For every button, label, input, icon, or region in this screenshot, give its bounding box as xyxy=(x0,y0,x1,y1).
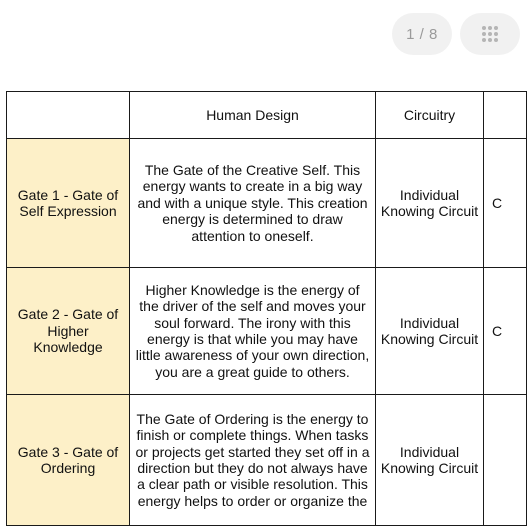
gate-name-cell: Gate 2 - Gate of Higher Knowledge xyxy=(7,268,130,395)
table-row xyxy=(7,268,527,395)
gate-name-cell: Gate 3 - Gate of Ordering xyxy=(7,395,130,526)
gate-name-cell: Gate 1 - Gate of Self Expression xyxy=(7,139,130,268)
circuit-cell: Individual Knowing Circuit xyxy=(376,395,484,526)
extra-cell-text: C xyxy=(492,194,503,211)
extra-cell xyxy=(484,395,527,526)
header-gate xyxy=(7,92,130,139)
header-extra xyxy=(484,92,527,139)
description-cell: Higher Knowledge is the energy of the driver of the self and moves your soul forward. The irony with this energy is that while you may have little awareness of your own direction, you are a great guide to others. xyxy=(130,268,376,395)
human-design-table xyxy=(6,91,527,526)
page-indicator: 1 / 8 xyxy=(392,13,452,55)
grid-dots-icon xyxy=(482,26,498,42)
table-header-row xyxy=(7,92,527,139)
extra-cell xyxy=(484,139,527,268)
header-circuitry: Circuitry xyxy=(376,92,484,139)
table-row xyxy=(7,139,527,268)
description-cell: The Gate of the Creative Self. This energy wants to create in a big way and with a unique style. This creation energy is determined to draw attention to oneself. xyxy=(130,139,376,268)
header-human-design: Human Design xyxy=(130,92,376,139)
grid-menu-button[interactable] xyxy=(460,13,520,55)
circuit-cell: Individual Knowing Circuit xyxy=(376,139,484,268)
extra-cell-text: C xyxy=(492,322,503,339)
extra-cell xyxy=(484,268,527,395)
table-row xyxy=(7,395,527,526)
description-cell: The Gate of Ordering is the energy to finish or complete things. When tasks or projects get started they set off in a direction but they do not always have a clear path or visible resolution. This energy helps to order or organize the xyxy=(130,395,376,526)
circuit-cell: Individual Knowing Circuit xyxy=(376,268,484,395)
